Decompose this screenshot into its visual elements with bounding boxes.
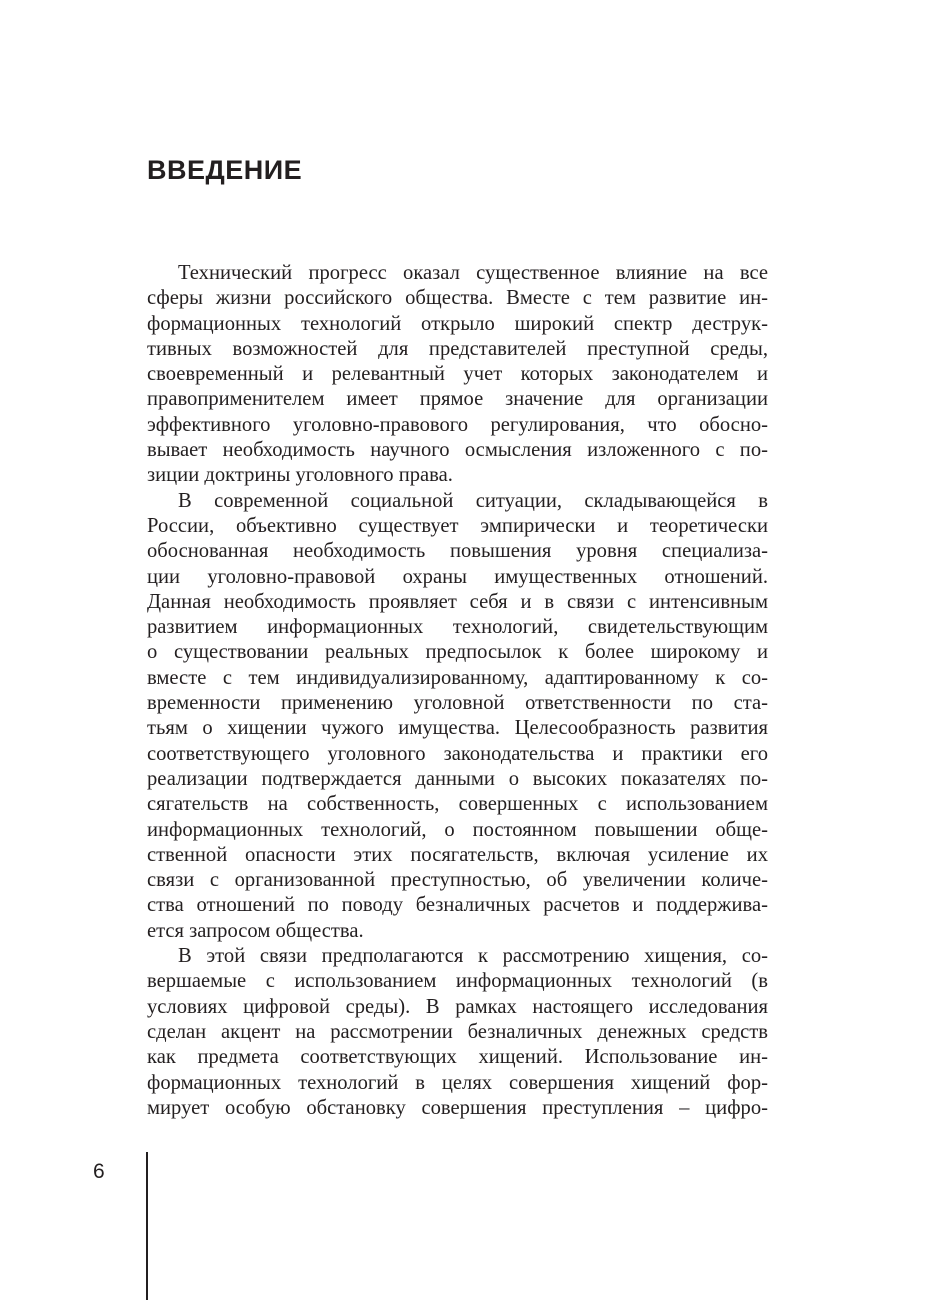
text-line: тьям о хищении чужого имущества. Целесообразность развития [147, 717, 768, 740]
paragraph-1 [147, 261, 768, 489]
text-line: ства отношений по поводу безналичных расчетов и поддержива- [147, 894, 768, 917]
text-line: тивных возможностей для представителей преступной среды, [147, 337, 768, 360]
paragraph-2 [147, 489, 768, 944]
text-line: вывает необходимость научного осмысления изложенного с по- [147, 439, 768, 462]
text-line: Технический прогресс оказал существенное влияние на все [178, 262, 768, 284]
text-line: своевременный и релевантный учет которых законодателем и [147, 363, 768, 386]
chapter-title: ВВЕДЕНИЕ [147, 155, 303, 185]
text-line: правоприменителем имеет прямое значение для организации [147, 388, 768, 411]
text-line: сягательств на собственность, совершенных с использованием [147, 793, 768, 816]
text-line: связи с организованной преступностью, об увеличении количе- [147, 869, 768, 892]
page-number: 6 [93, 1160, 105, 1183]
text-line: формационных технологий в целях совершения хищений фор- [147, 1071, 768, 1094]
text-line: мирует особую обстановку совершения преступления – цифро- [147, 1096, 768, 1119]
folio-rule [146, 1152, 148, 1300]
text-line: В этой связи предполагаются к рассмотрению хищения, со- [178, 945, 768, 968]
paragraph-3 [147, 944, 768, 1121]
text-line: соответствующего уголовного законодательства и практики его [147, 742, 768, 765]
text-line: вместе с тем индивидуализированному, адаптированному к со- [147, 666, 768, 689]
text-line: развитием информационных технологий, свидетельствующим [147, 616, 768, 639]
text-line: о существовании реальных предпосылок к более широкому и [147, 641, 768, 664]
text-line: В современной социальной ситуации, складывающейся в [178, 489, 768, 512]
text-line: Данная необходимость проявляет себя и в связи с интенсивным [147, 590, 768, 613]
text-line: сферы жизни российского общества. Вместе с тем развитие ин- [147, 287, 768, 310]
body-text [147, 261, 768, 1121]
text-line: как предмета соответствующих хищений. Использование ин- [147, 1046, 768, 1069]
text-line: эффективного уголовно-правового регулирования, что обосно- [147, 413, 768, 436]
text-line: информационных технологий, о постоянном повышении обще- [147, 818, 768, 841]
text-line: формационных технологий открыло широкий спектр деструк- [147, 312, 768, 335]
text-line: условиях цифровой среды). В рамках настоящего исследования [147, 995, 768, 1018]
text-line: России, объективно существует эмпирически и теоретически [147, 514, 768, 537]
text-line: ется запросом общества. [147, 919, 364, 942]
text-line: зиции доктрины уголовного права. [147, 464, 453, 487]
text-line: реализации подтверждается данными о высоких показателях по- [147, 767, 768, 790]
text-line: вершаемые с использованием информационных технологий (в [147, 970, 768, 993]
text-line: обоснованная необходимость повышения уровня специализа- [147, 540, 768, 563]
text-line: временности применению уголовной ответственности по ста- [147, 692, 768, 715]
text-line: ции уголовно-правовой охраны имущественных отношений. [147, 565, 768, 588]
text-line: ственной опасности этих посягательств, включая усиление их [147, 843, 768, 866]
text-line: сделан акцент на рассмотрении безналичных денежных средств [147, 1020, 768, 1043]
